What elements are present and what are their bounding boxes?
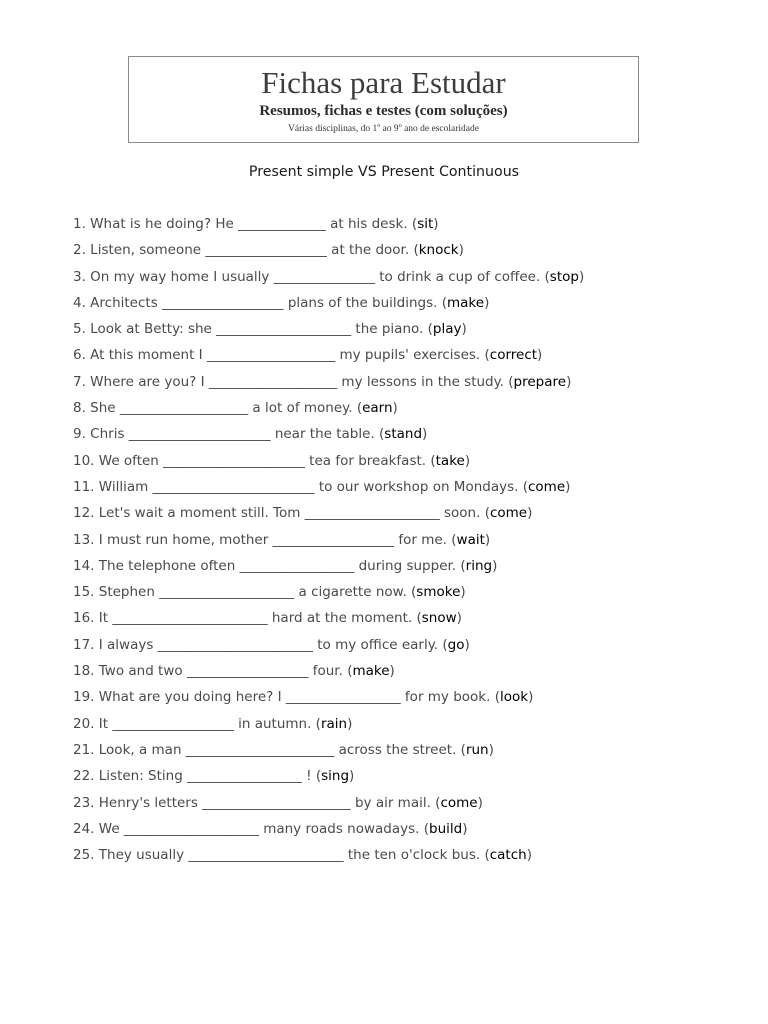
tagline-superscript-1: o xyxy=(377,122,381,129)
exercise-item xyxy=(73,608,753,634)
exercise-close: ) xyxy=(484,531,491,548)
exercise-close: ) xyxy=(464,452,471,469)
exercise-text: 10. We often _____________________ tea for breakfast. ( xyxy=(73,452,436,469)
header-box xyxy=(128,56,639,143)
exercise-list xyxy=(73,214,753,871)
exercise-text: 9. Chris _____________________ near the table. ( xyxy=(73,426,385,443)
exercise-text: 21. Look, a man ______________________ across the street. ( xyxy=(73,741,466,758)
exercise-item xyxy=(73,793,753,819)
exercise-close: ) xyxy=(492,557,498,574)
exercise-item xyxy=(73,267,753,293)
worksheet-title: Present simple VS Present Continuous xyxy=(248,164,520,180)
exercise-close: ) xyxy=(392,400,398,417)
exercise-verb: come xyxy=(440,794,478,811)
exercise-verb: sing xyxy=(321,768,350,785)
exercise-text: 12. Let's wait a moment still. Tom ____________________ soon. ( xyxy=(73,505,490,522)
exercise-verb: stop xyxy=(549,268,579,285)
exercise-text: 18. Two and two __________________ four. ( xyxy=(73,663,353,680)
exercise-item xyxy=(73,635,753,661)
exercise-item xyxy=(73,714,753,740)
exercise-verb: smoke xyxy=(416,584,461,601)
exercise-close: ) xyxy=(349,768,355,785)
site-subtitle: Resumos, fichas e testes (com soluções) xyxy=(259,103,508,119)
exercise-close: ) xyxy=(484,294,490,311)
exercise-item xyxy=(73,530,753,556)
exercise-close: ) xyxy=(566,373,572,390)
exercise-text: 25. They usually _______________________ the ten o'clock bus. ( xyxy=(73,847,490,864)
exercise-text: 2. Listen, someone __________________ at the door. ( xyxy=(73,242,419,259)
exercise-text: 16. It _______________________ hard at the moment. ( xyxy=(73,610,422,627)
exercise-text: 1. What is he doing? He _____________ at his desk. ( xyxy=(73,216,418,232)
exercise-close: ) xyxy=(464,636,470,653)
exercise-close: ) xyxy=(433,216,439,232)
exercise-verb: rain xyxy=(320,715,348,732)
exercise-text: 3. On my way home I usually _______________ to drink a cup of coffee. ( xyxy=(73,268,550,285)
exercise-verb: make xyxy=(447,294,485,311)
exercise-item xyxy=(73,687,753,713)
exercise-close: ) xyxy=(458,242,464,259)
exercise-verb: make xyxy=(352,663,390,680)
exercise-item xyxy=(73,293,753,319)
exercise-close: ) xyxy=(527,505,533,522)
exercise-text: 24. We ____________________ many roads nowadays. ( xyxy=(73,820,429,837)
exercise-item xyxy=(73,398,753,424)
exercise-close: ) xyxy=(460,584,466,601)
exercise-verb: prepare xyxy=(513,373,567,390)
exercise-item xyxy=(73,477,753,503)
exercise-item xyxy=(73,214,753,240)
exercise-item xyxy=(73,372,753,398)
exercise-text: 19. What are you doing here? I _________________ for my book. ( xyxy=(73,689,500,706)
exercise-item xyxy=(73,819,753,845)
exercise-close: ) xyxy=(488,741,494,758)
exercise-item xyxy=(73,582,753,608)
exercise-close: ) xyxy=(422,426,428,443)
exercise-verb: play xyxy=(432,321,462,338)
exercise-text: 23. Henry's letters ______________________ by air mail. ( xyxy=(73,794,441,811)
exercise-verb: go xyxy=(447,636,465,653)
exercise-item xyxy=(73,424,753,450)
exercise-verb: stand xyxy=(384,426,423,443)
exercise-verb: look xyxy=(499,689,529,706)
exercise-close: ) xyxy=(565,478,571,495)
exercise-text: 6. At this moment I ___________________ my pupils' exercises. ( xyxy=(73,347,490,364)
exercise-item xyxy=(73,740,753,766)
exercise-item xyxy=(73,319,753,345)
exercise-close: ) xyxy=(537,347,543,364)
exercise-close: ) xyxy=(578,268,585,285)
tagline-middle: ao 9 xyxy=(380,124,399,134)
exercise-verb: come xyxy=(489,505,528,522)
exercise-item xyxy=(73,240,753,266)
exercise-close: ) xyxy=(389,663,395,680)
exercise-close: ) xyxy=(477,794,483,811)
tagline-end: ano de escolaridade xyxy=(401,124,479,134)
exercise-text: 14. The telephone often _________________ during supper. ( xyxy=(73,557,466,574)
exercise-text: 4. Architects __________________ plans of the buildings. ( xyxy=(73,294,447,311)
exercise-text: 7. Where are you? I ___________________ my lessons in the study. ( xyxy=(73,373,514,390)
exercise-close: ) xyxy=(526,847,532,864)
exercise-verb: catch xyxy=(489,847,527,864)
exercise-text: 17. I always _______________________ to my office early. ( xyxy=(73,636,448,653)
exercise-item xyxy=(73,766,753,792)
exercise-text: 11. William ________________________ to our workshop on Mondays. ( xyxy=(73,478,528,495)
exercise-close: ) xyxy=(347,715,353,732)
exercise-verb: run xyxy=(465,741,489,758)
exercise-close: ) xyxy=(456,610,462,627)
exercise-text: 5. Look at Betty: she ____________________ the piano. ( xyxy=(73,321,433,338)
exercise-verb: sit xyxy=(417,216,434,232)
exercise-verb: knock xyxy=(418,242,459,259)
exercise-verb: earn xyxy=(362,400,393,417)
site-title: Fichas para Estudar xyxy=(261,65,506,100)
exercise-item xyxy=(73,661,753,687)
exercise-item xyxy=(73,345,753,371)
exercise-text: 22. Listen: Sting _________________ ! ( xyxy=(73,768,322,785)
site-tagline xyxy=(129,123,638,135)
exercise-verb: wait xyxy=(456,531,485,548)
exercise-item xyxy=(73,845,753,871)
exercise-verb: correct xyxy=(489,347,538,364)
exercise-verb: come xyxy=(528,478,566,495)
exercise-verb: snow xyxy=(421,610,457,627)
exercise-verb: build xyxy=(429,820,463,837)
tagline-superscript-2: o xyxy=(398,122,402,129)
exercise-close: ) xyxy=(461,321,467,338)
exercise-text: 20. It __________________ in autumn. ( xyxy=(73,715,321,732)
tagline-start: Várias disciplinas, do 1 xyxy=(288,124,378,134)
exercise-verb: ring xyxy=(465,557,493,574)
exercise-close: ) xyxy=(462,820,468,837)
exercise-text: 15. Stephen ____________________ a cigarette now. ( xyxy=(73,584,417,601)
exercise-item xyxy=(73,451,753,477)
exercise-close: ) xyxy=(528,689,534,706)
exercise-text: 8. She ___________________ a lot of money. ( xyxy=(73,400,363,417)
exercise-text: 13. I must run home, mother __________________ for me. ( xyxy=(73,531,457,548)
exercise-item xyxy=(73,556,753,582)
exercise-verb: take xyxy=(435,452,465,469)
exercise-item xyxy=(73,503,753,529)
